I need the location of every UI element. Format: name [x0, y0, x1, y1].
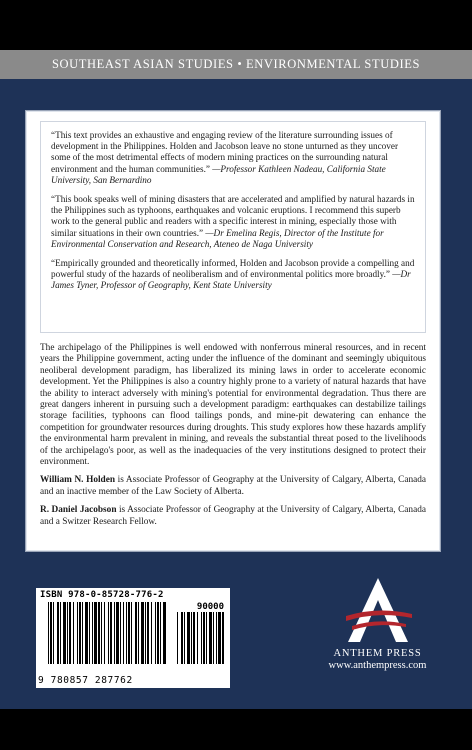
- endorsement-2: [51, 194, 415, 250]
- isbn-digits: 9 780857 287762: [38, 675, 133, 686]
- author-bio-1: [40, 475, 426, 498]
- publisher-url[interactable]: www.anthempress.com: [328, 660, 427, 671]
- isbn-label: ISBN 978-0-85728-776-2: [40, 590, 164, 600]
- author-1-name: William N. Holden: [40, 475, 116, 486]
- barcode-bars-icon: [46, 602, 226, 672]
- anthem-a-logo-icon: [338, 576, 418, 646]
- price-code: 90000: [196, 602, 224, 612]
- endorsement-2-text: “This book speaks well of mining disasters that are accelerated and amplified by natural hazards in the Philippines such as typhoons, earthquakes and volcanic eruptions. I recommend this superb work to the general public and readers with a specific interest in mining, especially those with similar situations in their own countries.”: [51, 194, 415, 238]
- endorsements-box: [40, 121, 426, 333]
- isbn-barcode: [36, 588, 230, 688]
- endorsement-1-attrib: —Professor Kathleen Nadeau, California State University, San Bernardino: [51, 163, 386, 185]
- author-bio-2: [40, 505, 426, 528]
- book-description-section: [40, 343, 426, 535]
- text-panel: [25, 110, 441, 552]
- series-band: SOUTHEAST ASIAN STUDIES • ENVIRONMENTAL STUDIES: [0, 50, 472, 79]
- author-1-text: is Associate Professor of Geography at the University of Calgary, Alberta, Canada and an inactive member of the Law Society of Alberta.: [40, 475, 426, 497]
- endorsement-1: [51, 130, 415, 186]
- endorsement-3: [51, 258, 415, 292]
- endorsement-1-text: “This text provides an exhaustive and engaging review of the literature surrounding issues of development in the Philippines. Holden and Jacobson leave no stone unturned as they uncover some of the most detrimental effects of modern mining practices on the surrounding natural environment and the human communities.”: [51, 130, 399, 174]
- publisher-logo: [305, 576, 450, 686]
- endorsement-2-attrib: —Dr Emelina Regis, Director of the Institute for Environmental Conservation and Research, Ateneo de Naga University: [51, 227, 384, 249]
- endorsement-3-text: “Empirically grounded and theoretically informed, Holden and Jacobson provide a compelling and powerful study of the hazards of neoliberalism and of environmental politics more broadly.”: [51, 258, 415, 280]
- author-2-name: R. Daniel Jacobson: [40, 505, 117, 516]
- bottom-band: [0, 709, 472, 750]
- book-description: The archipelago of the Philippines is well endowed with nonferrous mineral resources, and in recent years the Philippine government, acting under the influence of the dominant and seemingly ubiquitous neoliberal development paradigm, has liberalized its mining laws in order to accelerate economic development. Yet the Philippines is also a country highly prone to a variety of natural hazards that have the ability to interact adversely with mining's potential for environmental degradation. Thus there are great dangers inherent in pursuing such a development paradigm: earthquakes can destabilize tailings storage facilities, typhoons can flood tailings ponds, and mine-pit dewatering can enhance the competition for groundwater resources during droughts. This study explores how these hazards amplify the environmental harm prevalent in mining, and reveals the substantial threat posed to the livelihoods of the archipelago's poor, as well as the inadequacies of the very institutions designed to protect their environment.: [40, 343, 426, 468]
- publisher-name: ANTHEM PRESS: [333, 648, 422, 659]
- author-2-text: is Associate Professor of Geography at the University of Calgary, Alberta, Canada and a Switzer Research Fellow.: [40, 505, 426, 527]
- endorsement-3-attrib: —Dr James Tyner, Professor of Geography, Kent State University: [51, 269, 411, 291]
